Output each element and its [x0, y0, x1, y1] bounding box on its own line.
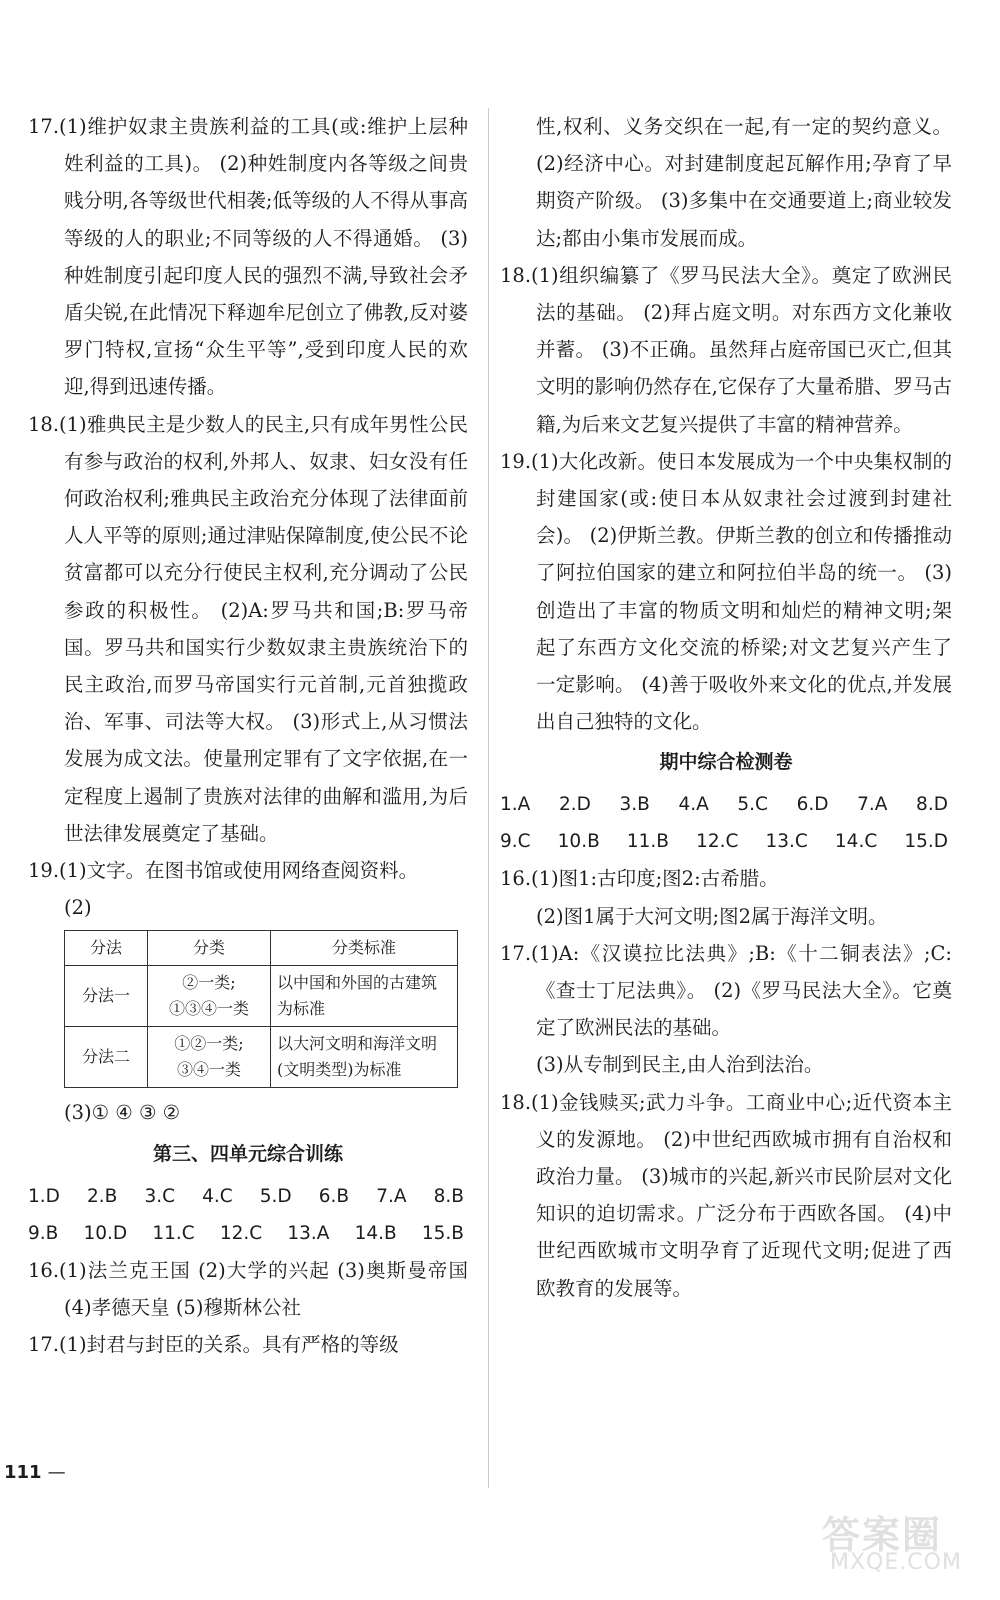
table-cell-category [148, 966, 271, 1027]
choice-answers-row-1 [500, 786, 952, 823]
choice-answer: 12.C [696, 831, 739, 853]
table-header: 分法 [65, 931, 148, 966]
choice-answer: 4.C [202, 1185, 233, 1207]
choice-answer: 1.A [500, 794, 531, 816]
answer-16-part2-midterm: (2)图1属于大河文明;图2属于海洋文明。 [536, 904, 888, 928]
table-header-row [65, 931, 458, 966]
choice-answer: 14.B [354, 1222, 397, 1244]
answer-18: 18.(1)雅典民主是少数人的民主,只有成年男性公民有参与政治的权利,外邦人、奴隶、妇女没有任何政治权利;雅典民主政治充分体现了法律面前人人平等的原则;通过津贴保障制度,使公民不论贫富都可以充分行使民主权利,充分调动了公民参政的积极性。 (2)A:罗马共和国;B:罗马帝国。罗马共和国实行少数奴隶主贵族统治下的民主政治,而罗马帝国实行元首制,元首独揽政治、军事、司法等大权。 (3)形式上,从习惯法发展为成文法。使量刑定罪有了文字依据,在一定程度上遏制了贵族对法律的曲解和滥用,为后世法律发展奠定了基础。 [28, 412, 468, 845]
choice-answer: 4.A [678, 794, 709, 816]
choice-answers-row-2 [500, 823, 952, 860]
choice-answer: 10.B [557, 831, 600, 853]
category-a: ①②一类; [174, 1034, 244, 1054]
answer-17-unit-3-4: 17.(1)封君与封臣的关系。具有严格的等级 [28, 1333, 399, 1357]
answer-19-part2: (2) [64, 896, 92, 920]
page-number-value: 111 [4, 1462, 42, 1483]
choice-answer: 13.A [287, 1222, 330, 1244]
table-header: 分类 [148, 931, 271, 966]
choice-answer: 2.D [558, 794, 591, 816]
category-b: ③④一类 [176, 1060, 241, 1080]
choice-answer: 9.B [28, 1222, 59, 1244]
answer-19-unit-3-4: 19.(1)大化改新。使日本发展成为一个中央集权制的封建国家(或:使日本从奴隶社会过渡到封建社会)。 (2)伊斯兰教。伊斯兰教的创立和传播推动了阿拉伯国家的建立和阿拉伯半岛的统一。 (3)创造出了丰富的物质文明和灿烂的精神文明;架起了东西方文化交流的桥梁;对文艺复兴产生了一定影响。 (4)善于吸收外来文化的优点,并发展出自己独特的文化。 [500, 449, 952, 734]
table-header: 分类标准 [271, 931, 458, 966]
table-row [65, 966, 458, 1027]
choice-answer: 10.D [83, 1222, 128, 1244]
choice-answer: 12.C [219, 1222, 263, 1244]
choice-answer: 13.C [765, 831, 808, 853]
choice-answer: 5.C [737, 794, 768, 816]
answer-18-midterm: 18.(1)金钱赎买;武力斗争。工商业中心;近代资本主义的发源地。 (2)中世纪西欧城市拥有自治权和政治力量。 (3)城市的兴起,新兴市民阶层对文化知识的迫切需求。广泛分布于西欧各国。 (4)中世纪西欧城市文明孕育了近现代文明;促进了西欧教育的发展等。 [500, 1090, 952, 1300]
table-cell-standard: 以大河文明和海洋文明(文明类型)为标准 [271, 1027, 458, 1088]
answer-17-part3-midterm: (3)从专制到民主,由人治到法治。 [536, 1053, 824, 1077]
watermark-logo [822, 1504, 972, 1582]
category-b: ①③④一类 [168, 999, 249, 1019]
table-row [65, 1027, 458, 1088]
answer-16-midterm: 16.(1)图1:古印度;图2:古希腊。 [500, 867, 779, 891]
choice-answer: 7.A [376, 1185, 407, 1207]
section-title-midterm: 期中综合检测卷 [659, 751, 793, 774]
choice-answer: 8.B [433, 1185, 464, 1207]
choice-answer: 2.B [87, 1185, 118, 1207]
page-number [4, 1462, 66, 1483]
left-column [28, 108, 468, 1363]
choice-answer: 1.D [28, 1185, 60, 1207]
choice-answer: 15.D [904, 831, 948, 853]
answer-17-midterm: 17.(1)A:《汉谟拉比法典》;B:《十二铜表法》;C:《查士丁尼法典》。 (2)《罗马民法大全》。它奠定了欧洲民法的基础。 [500, 941, 952, 1040]
choice-answers-row-1 [28, 1178, 468, 1215]
choice-answers-row-2 [28, 1215, 468, 1252]
watermark-text-bottom: MXQE.COM [830, 1550, 962, 1575]
page-number-dash: — [47, 1462, 66, 1483]
answer-16-unit-3-4: 16.(1)法兰克王国 (2)大学的兴起 (3)奥斯曼帝国 (4)孝德天皇 (5)穆斯林公社 [28, 1258, 468, 1319]
choice-answer: 15.B [421, 1222, 464, 1244]
choice-answer: 6.D [796, 794, 829, 816]
table-cell-method: 分法一 [65, 966, 148, 1027]
column-divider [488, 108, 489, 1488]
answer-19-part3: (3)① ④ ③ ② [64, 1101, 181, 1125]
table-cell-method: 分法二 [65, 1027, 148, 1088]
choice-answer: 6.B [318, 1185, 350, 1207]
answer-18-unit-3-4: 18.(1)组织编纂了《罗马民法大全》。奠定了欧洲民法的基础。 (2)拜占庭文明。对东西方文化兼收并蓄。 (3)不正确。虽然拜占庭帝国已灭亡,但其文明的影响仍然存在,它保存了大量希腊、罗马古籍,为后来文艺复兴提供了丰富的精神营养。 [500, 263, 952, 436]
category-a: ②一类; [182, 973, 236, 993]
table-cell-standard: 以中国和外国的古建筑为标准 [271, 966, 458, 1027]
choice-answer: 8.D [916, 794, 948, 816]
choice-answer: 3.B [619, 794, 650, 816]
choice-answer: 9.C [500, 831, 531, 853]
choice-answer: 11.C [152, 1222, 195, 1244]
choice-answer: 5.D [259, 1185, 292, 1207]
choice-answer: 3.C [144, 1185, 176, 1207]
answer-19-part1: 19.(1)文字。在图书馆或使用网络查阅资料。 [28, 859, 419, 883]
choice-answer: 7.A [857, 794, 888, 816]
answer-17-continued: 性,权利、义务交织在一起,有一定的契约意义。 (2)经济中心。对封建制度起瓦解作用;孕育了早期资产阶级。 (3)多集中在交通要道上;商业较发达;都由小集市发展而成。 [536, 115, 952, 250]
watermark-text-top: 答案圈 [822, 1513, 943, 1557]
classification-table [64, 930, 458, 1088]
right-column [500, 108, 952, 1307]
choice-answer: 14.C [834, 831, 878, 853]
section-title-unit-3-4: 第三、四单元综合训练 [152, 1142, 343, 1165]
choice-answer: 11.B [626, 831, 669, 853]
answer-17: 17.(1)维护奴隶主贵族利益的工具(或:维护上层种姓利益的工具)。 (2)种姓制度内各等级之间贵贱分明,各等级世代相袭;低等级的人不得从事高等级的人的职业;不同等级的人不得通婚。 (3)种姓制度引起印度人民的强烈不满,导致社会矛盾尖锐,在此情况下释迦牟尼创立了佛教,反对婆罗门特权,宣扬“众生平等”,受到印度人民的欢迎,得到迅速传播。 [28, 115, 468, 399]
table-cell-category [148, 1027, 271, 1088]
